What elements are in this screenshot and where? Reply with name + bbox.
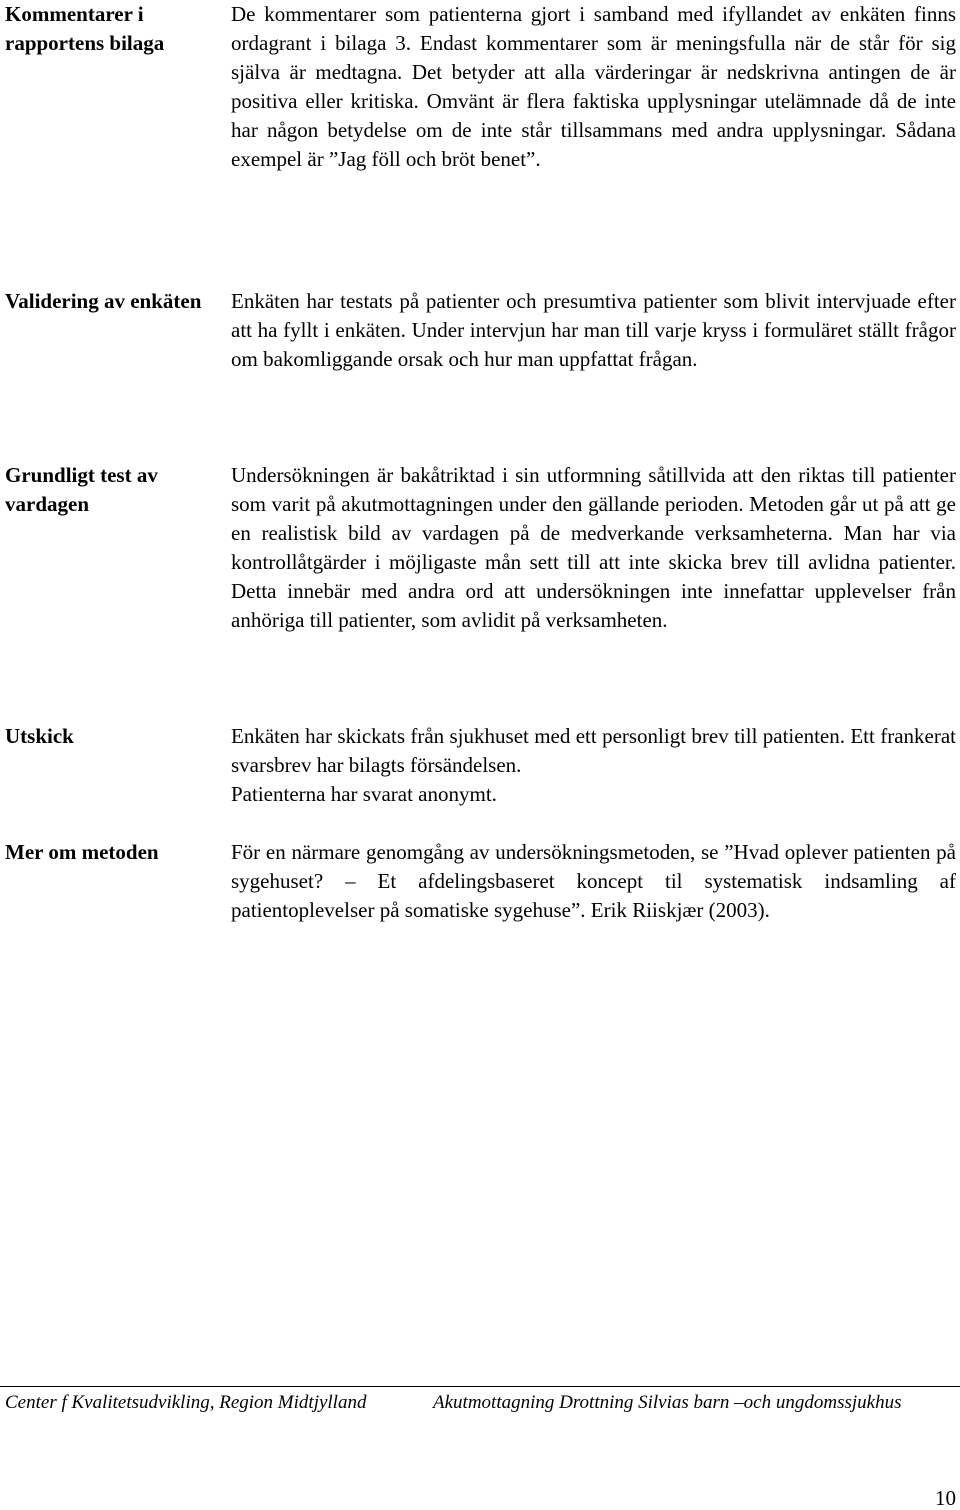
section-label: Validering av enkäten — [5, 289, 202, 313]
section-body — [231, 722, 956, 809]
footer-divider — [0, 1386, 960, 1387]
page-number: 10 — [935, 1486, 956, 1510]
paragraph: För en närmare genomgång av undersökningsmetoden, se ”Hvad oplever patienten på sygehuset? – Et afdelingsbaseret koncept til systematisk indsamling af patientoplevelser på somatiske sygehuse”. Erik Riiskjær (2003). — [231, 840, 956, 922]
section-label: Kommentarer i rapportens bilaga — [5, 2, 165, 55]
section-label: Grundligt test av vardagen — [5, 463, 158, 516]
footer-right-text: Akutmottagning Drottning Silvias barn –och ungdomssjukhus — [433, 1392, 902, 1413]
section-body — [231, 287, 956, 374]
paragraph: Undersökningen är bakåtriktad i sin utformning såtillvida att den riktas till patienter som varit på akutmottagningen under den gällande perioden. Metoden går ut på att ge en realistisk bild av vardagen på de medverkande verksamheterna. Man har via kontrollåtgärder i möjligaste mån sett till att inte skicka brev till avlidna patienter. Detta innebär med andra ord att undersökningen inte innefattar upplevelser från anhöriga till patienter, som avlidit på verksamheten. — [231, 463, 956, 632]
paragraph: De kommentarer som patienterna gjort i samband med ifyllandet av enkäten finns ordagrant i bilaga 3. Endast kommentarer som är meningsfulla när de står för sig själva är medtagna. Det betyder att alla värderingar är nedskrivna antingen de är positiva eller kritiska. Omvänt är flera faktiska upplysningar utelämnade då de inte har någon betydelse om de inte står tillsammans med andra upplysningar. Sådana exempel är ”Jag föll och bröt benet”. — [231, 2, 956, 171]
paragraph: Enkäten har skickats från sjukhuset med ett personligt brev till patienten. Ett frankerat svarsbrev har bilagts försändelsen. — [231, 724, 956, 777]
section-body — [231, 461, 956, 635]
footer-left-text: Center f Kvalitetsudvikling, Region Midtjylland — [5, 1392, 367, 1413]
paragraph: Patienterna har svarat anonymt. — [231, 782, 497, 806]
paragraph: Enkäten har testats på patienter och presumtiva patienter som blivit intervjuade efter att ha fyllt i enkäten. Under intervjun har man till varje kryss i formuläret ställt frågor om bakomliggande orsak och hur man uppfattat frågan. — [231, 289, 956, 371]
section-body — [231, 0, 956, 174]
section-label: Utskick — [5, 724, 74, 748]
section-body — [231, 838, 956, 925]
section-label: Mer om metoden — [5, 840, 159, 864]
